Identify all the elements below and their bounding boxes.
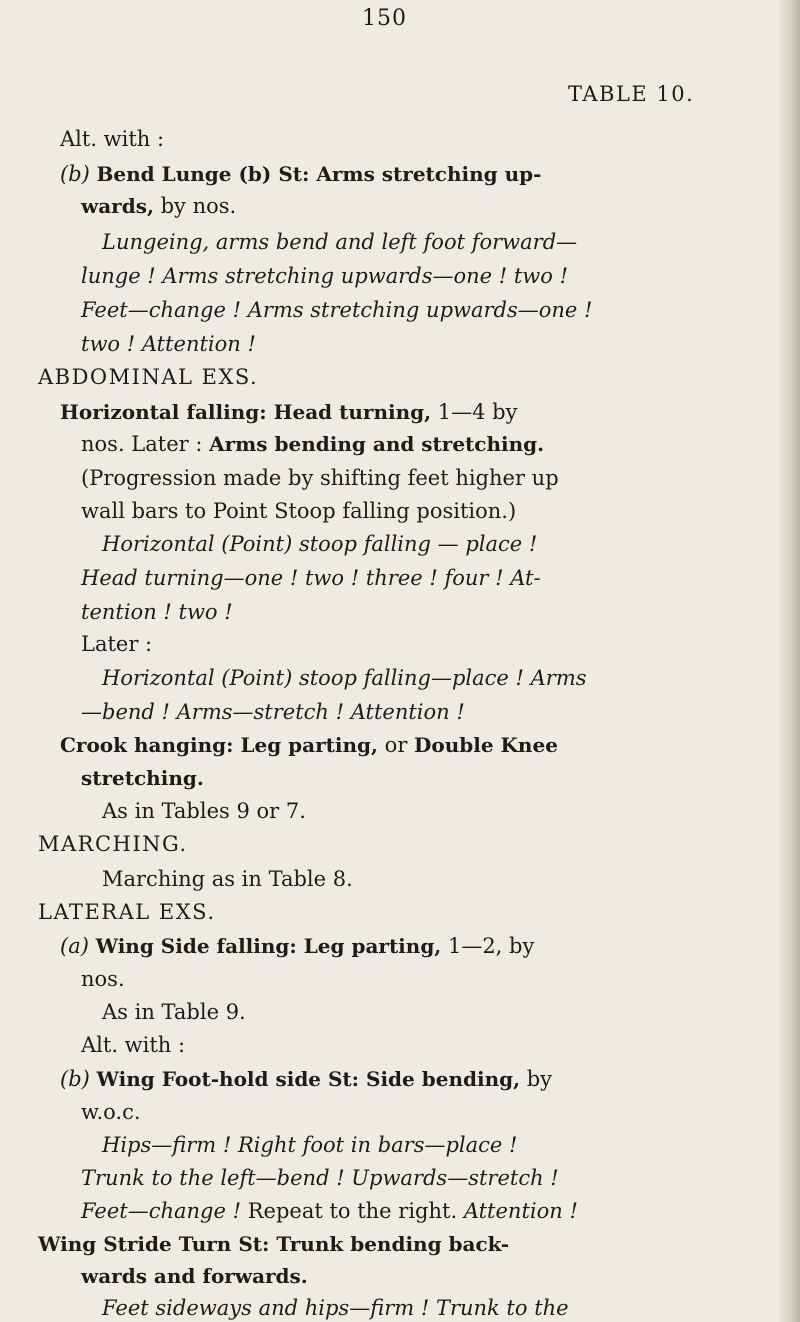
text-line xyxy=(60,1065,552,1093)
command-line: —bend ! Arms—stretch ! Attention ! xyxy=(81,700,465,724)
exercise-heading: stretching. xyxy=(81,766,204,790)
exercise-heading: Wing Foot-hold side St: Side bending, xyxy=(96,1067,521,1091)
text-line xyxy=(60,731,558,759)
text-line: As in Tables 9 or 7. xyxy=(102,799,306,823)
command-line: lunge ! Arms stretching upwards—one ! two ! xyxy=(81,264,569,288)
section-heading: LATERAL EXS. xyxy=(38,900,216,924)
command-line: two ! Attention ! xyxy=(81,332,256,356)
command-line: Feet sideways and hips—firm ! Trunk to the xyxy=(102,1296,569,1320)
page-number: 150 xyxy=(362,6,407,31)
exercise-heading: wards and forwards. xyxy=(81,1264,308,1288)
command-line: Head turning—one ! two ! three ! four ! At- xyxy=(81,566,541,590)
exercise-heading: Double Knee xyxy=(414,733,558,757)
exercise-heading: Horizontal falling: Head turning, xyxy=(60,400,432,424)
text-line: Alt. with : xyxy=(81,1033,186,1057)
text-span: (b) xyxy=(60,162,97,186)
exercise-heading: wards, xyxy=(81,194,154,218)
command-line: Lungeing, arms bend and left foot forward— xyxy=(102,230,578,254)
text-line xyxy=(81,430,544,458)
text-span: Attention ! xyxy=(463,1199,578,1223)
text-line: w.o.c. xyxy=(81,1100,141,1124)
exercise-heading: Bend Lunge (b) St: Arms stretching up- xyxy=(96,162,542,186)
command-line: Feet—change ! Arms stretching upwards—one ! xyxy=(81,298,593,322)
text-line: As in Table 9. xyxy=(102,1000,246,1024)
exercise-heading: Wing Side falling: Leg parting, xyxy=(95,934,442,958)
text-line xyxy=(60,398,517,426)
table-heading: TABLE 10. xyxy=(568,82,695,106)
text-line: Alt. with : xyxy=(60,127,165,151)
text-span: (a) xyxy=(60,934,96,958)
text-line xyxy=(60,160,541,188)
exercise-heading: Wing Stride Turn St: Trunk bending back- xyxy=(38,1232,509,1256)
text-span: nos. Later : xyxy=(81,432,210,456)
text-line xyxy=(60,932,534,960)
text-span: Repeat to the right. xyxy=(247,1199,464,1223)
exercise-heading: Arms bending and stretching. xyxy=(209,432,545,456)
exercise-heading: Crook hanging: Leg parting, xyxy=(60,733,378,757)
text-span: (b) xyxy=(60,1067,97,1091)
text-span: by xyxy=(520,1067,553,1091)
section-heading: ABDOMINAL EXS. xyxy=(38,365,259,389)
page-edge-shadow xyxy=(778,0,800,1322)
text-line xyxy=(81,1197,578,1225)
command-line: Hips—firm ! Right foot in bars—place ! xyxy=(102,1133,518,1157)
text-line: wall bars to Point Stoop falling position.) xyxy=(81,499,517,523)
text-span: Feet—change ! xyxy=(81,1199,248,1223)
text-line: nos. xyxy=(81,967,125,991)
command-line: Horizontal (Point) stoop falling—place ! Arms xyxy=(102,666,587,690)
text-span: by nos. xyxy=(153,194,237,218)
text-line: Marching as in Table 8. xyxy=(102,867,353,891)
text-line: Later : xyxy=(81,632,153,656)
text-span: 1—2, by xyxy=(441,934,535,958)
text-line xyxy=(81,192,236,220)
command-line: Horizontal (Point) stoop falling — place ! xyxy=(102,532,538,556)
text-span: or xyxy=(378,733,415,757)
section-heading: MARCHING. xyxy=(38,832,188,856)
text-line: (Progression made by shifting feet higher up xyxy=(81,466,559,490)
command-line: Trunk to the left—bend ! Upwards—stretch ! xyxy=(81,1166,559,1190)
text-span: 1—4 by xyxy=(431,400,518,424)
command-line: tention ! two ! xyxy=(81,600,233,624)
